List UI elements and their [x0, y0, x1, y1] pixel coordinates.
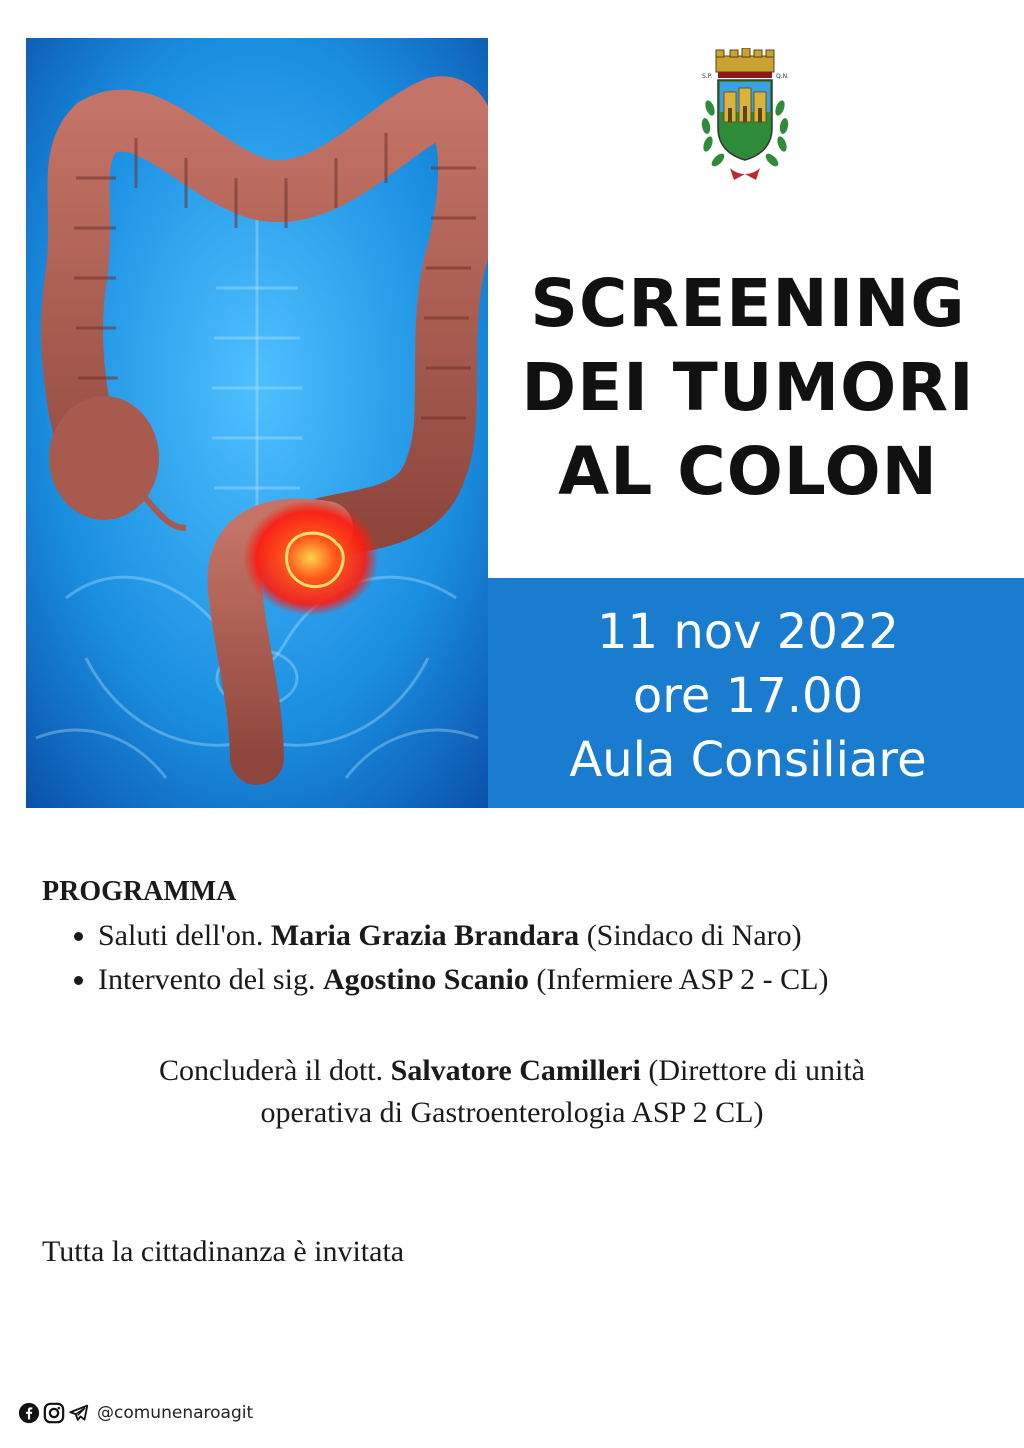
- program-item: [98, 958, 1002, 1002]
- program-section: [42, 870, 1002, 1002]
- colon-illustration: [26, 38, 488, 808]
- title-line-3: AL COLON: [558, 433, 938, 510]
- crest-letters-left: S.P.: [702, 73, 713, 80]
- program-list: [42, 914, 1002, 1002]
- crest-letters-right: Q.N.: [776, 73, 790, 80]
- title-line-2: DEI TUMORI: [521, 349, 975, 426]
- social-handle[interactable]: @comunenaroagit: [97, 1403, 254, 1423]
- closing-remarks: [42, 1050, 982, 1134]
- event-date: 11 nov 2022: [597, 604, 899, 660]
- instagram-icon[interactable]: [43, 1402, 65, 1424]
- program-heading: PROGRAMMA: [42, 876, 237, 907]
- program-item-speaker: Maria Grazia Brandara: [270, 919, 580, 952]
- tumor-highlight: [243, 500, 379, 616]
- invitation-text: Tutta la cittadinanza è invitata: [42, 1235, 405, 1268]
- event-place: Aula Consiliare: [569, 732, 927, 788]
- program-item: [98, 914, 1002, 958]
- town-crest-logo: [690, 48, 800, 190]
- telegram-icon[interactable]: [68, 1402, 90, 1424]
- title-line-1: SCREENING: [530, 265, 966, 342]
- program-item-text: Intervento del sig.: [98, 963, 323, 996]
- social-footer: [18, 1400, 253, 1426]
- event-title: [488, 262, 1008, 514]
- program-item-text: Saluti dell'on.: [98, 919, 271, 952]
- event-time: ore 17.00: [632, 668, 864, 724]
- event-info: [488, 600, 1008, 792]
- facebook-icon[interactable]: [18, 1402, 40, 1424]
- program-item-role: (Infermiere ASP 2 - CL): [528, 963, 829, 996]
- closing-speaker: Salvatore Camilleri: [390, 1054, 641, 1087]
- closing-role: (Direttore di unità: [640, 1054, 865, 1087]
- closing-text: Concluderà il dott.: [159, 1054, 391, 1087]
- program-item-role: (Sindaco di Naro): [579, 919, 802, 952]
- program-item-speaker: Agostino Scanio: [322, 963, 529, 996]
- closing-role-line-2: operativa di Gastroenterologia ASP 2 CL): [260, 1096, 764, 1129]
